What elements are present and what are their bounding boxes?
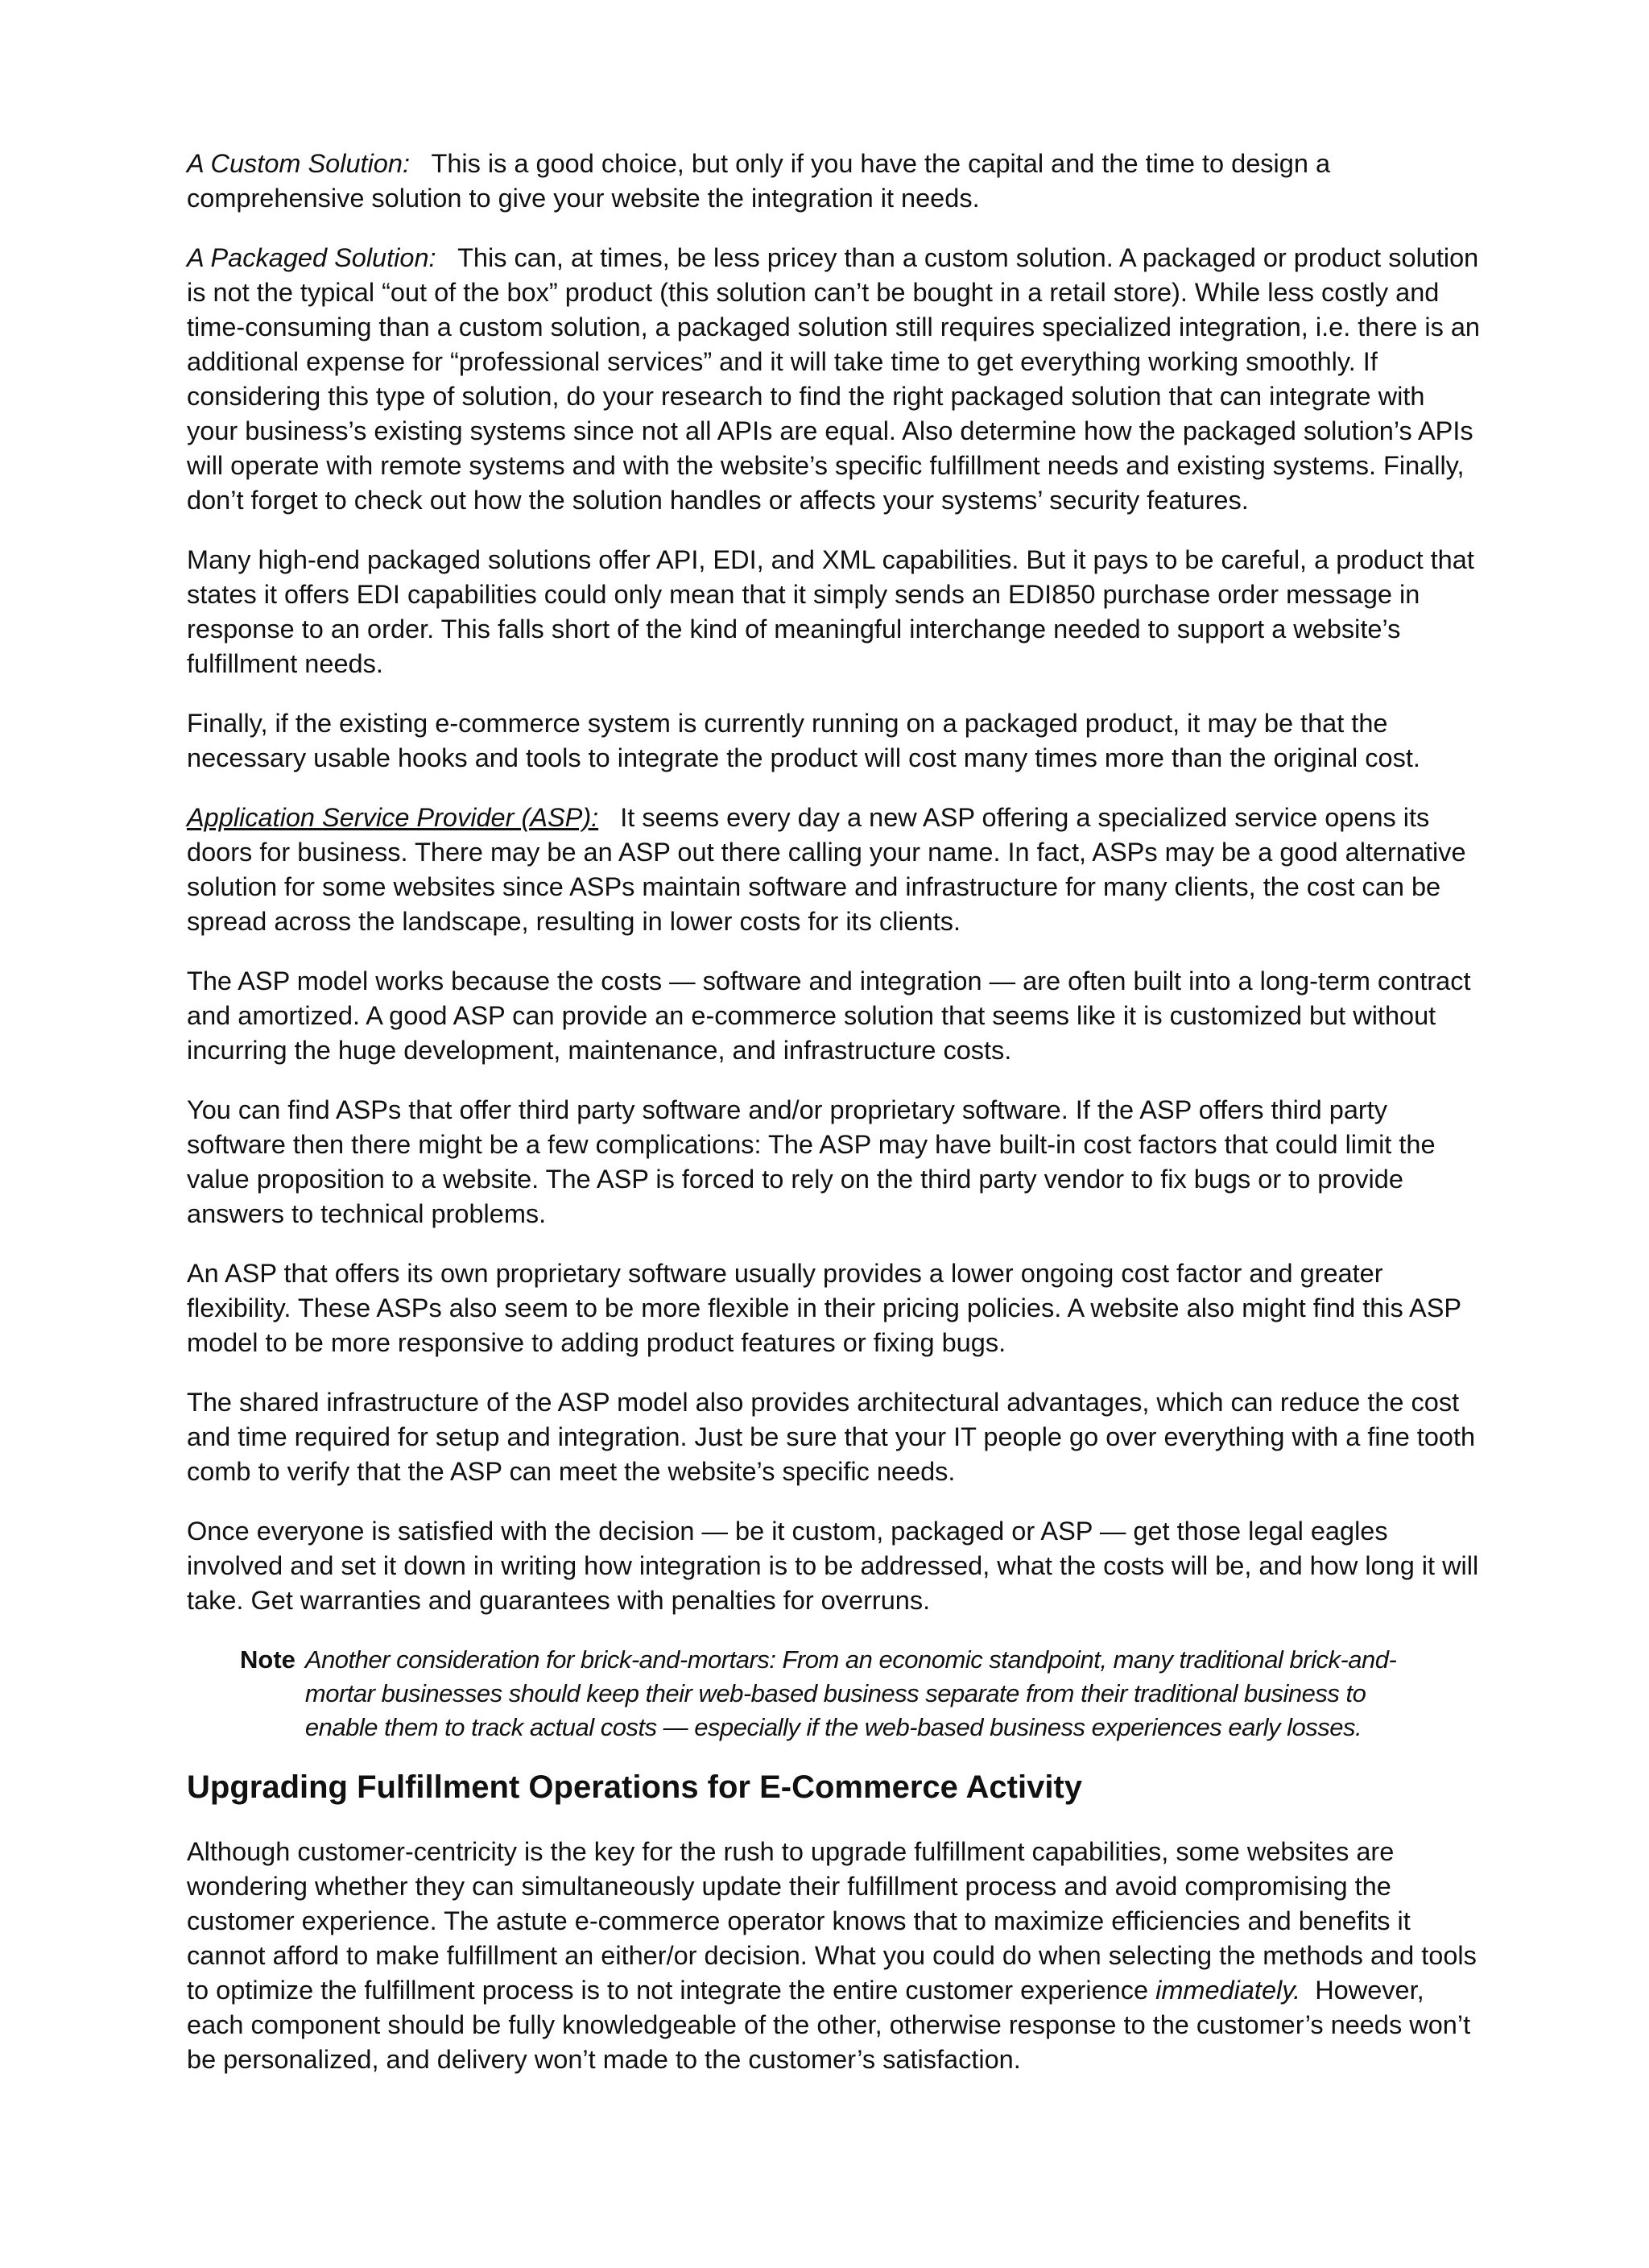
paragraph-proprietary: An ASP that offers its own proprietary software usually provides a lower ongoing cost factor and greater flexibility. These ASPs also seem to be more flexible in their pricing policies. A website also might find this ASP model to be more responsive to adding product features or fixing bugs. [187, 1259, 1461, 1357]
section-heading: Upgrading Fulfillment Operations for E-Commerce Activity [187, 1769, 1082, 1805]
asp-label: Application Service Provider (ASP): [187, 803, 599, 832]
asp-text: It seems every day a new ASP offering a specialized service opens its doors for business. There may be an ASP out there calling your name. In fact, ASPs may be a good alternative solution for some websites since ASPs maintain software and infrastructure for many clients, the cost can be spread across the landscape, resulting in lower costs for its clients. [187, 803, 1466, 936]
paragraph-asp [187, 801, 1480, 939]
upgrading-emphasis: immediately. [1155, 1976, 1301, 2005]
paragraph-upgrading [187, 1835, 1480, 2077]
note-block [240, 1643, 1407, 1744]
note-text: Another consideration for brick-and-mortars: From an economic standpoint, many traditional brick-and-mortar businesses should keep their web-based business separate from their traditional business to enable them to track actual costs — especially if the web-based business experiences early losses. [304, 1645, 1397, 1741]
note-label: Note [240, 1645, 295, 1674]
upgrading-text-after: However, each component should be fully knowledgeable of the other, otherwise response to the customer’s needs won’t be personalized, and delivery won’t made to the customer’s satisfaction. [187, 1976, 1471, 2074]
paragraph-third-party: You can find ASPs that offer third party software and/or proprietary software. If the ASP offers third party software then there might be a few complications: The ASP may have built-in cost factors that could limit the value proposition to a website. The ASP is forced to rely on the third party vendor to fix bugs or to provide answers to technical problems. [187, 1095, 1436, 1228]
packaged-solution-text: This can, at times, be less pricey than a custom solution. A packaged or product solution is not the typical “out of the box” product (this solution can’t be bought in a retail store). While less costly and time-consuming than a custom solution, a packaged solution still requires specialized integration, i.e. there is an additional expense for “professional services” and it will take time to get everything working smoothly. If considering this type of solution, do your research to find the right packaged solution that can integrate with your business’s existing systems since not all APIs are equal. Also determine how the packaged solution’s APIs will operate with remote systems and with the website’s specific fulfillment needs and existing systems. Finally, don’t forget to check out how the solution handles or affects your systems’ security features. [187, 243, 1481, 515]
paragraph-packaged-solution [187, 241, 1480, 518]
custom-solution-text: This is a good choice, but only if you have the capital and the time to design a comprehensive solution to give your website the integration it needs. [187, 149, 1331, 213]
paragraph-custom-solution [187, 147, 1480, 216]
packaged-solution-label: A Packaged Solution: [187, 243, 436, 272]
paragraph-decision: Once everyone is satisfied with the decision — be it custom, packaged or ASP — get those legal eagles involved and set it down in writing how integration is to be addressed, what the costs will be, and how long it will take. Get warranties and guarantees with penalties for overruns. [187, 1517, 1479, 1615]
paragraph-shared-infrastructure: The shared infrastructure of the ASP model also provides architectural advantages, which can reduce the cost and time required for setup and integration. Just be sure that your IT people go over everything with a fine tooth comb to verify that the ASP can meet the website’s specific needs. [187, 1388, 1476, 1486]
custom-solution-label: A Custom Solution: [187, 149, 410, 178]
upgrading-text-before: Although customer-centricity is the key for the rush to upgrade fulfillment capabilities, some websites are wondering whether they can simultaneously update their fulfillment process and avoid compromising the customer experience. The astute e-commerce operator knows that to maximize efficiencies and benefits it cannot afford to make fulfillment an either/or decision. What you could do when selecting the methods and tools to optimize the fulfillment process is to not integrate the entire customer experience [187, 1837, 1477, 2005]
paragraph-asp-model: The ASP model works because the costs — software and integration — are often built into a long-term contract and amortized. A good ASP can provide an e-commerce solution that seems like it is customized but without incurring the huge development, maintenance, and infrastructure costs. [187, 966, 1471, 1065]
paragraph-high-end: Many high-end packaged solutions offer API, EDI, and XML capabilities. But it pays to be careful, a product that states it offers EDI capabilities could only mean that it simply sends an EDI850 purchase order message in response to an order. This falls short of the kind of meaningful interchange needed to support a website’s fulfillment needs. [187, 545, 1474, 678]
paragraph-existing-system: Finally, if the existing e-commerce system is currently running on a packaged product, it may be that the necessary usable hooks and tools to integrate the product will cost many times more than the original cost. [187, 709, 1420, 772]
